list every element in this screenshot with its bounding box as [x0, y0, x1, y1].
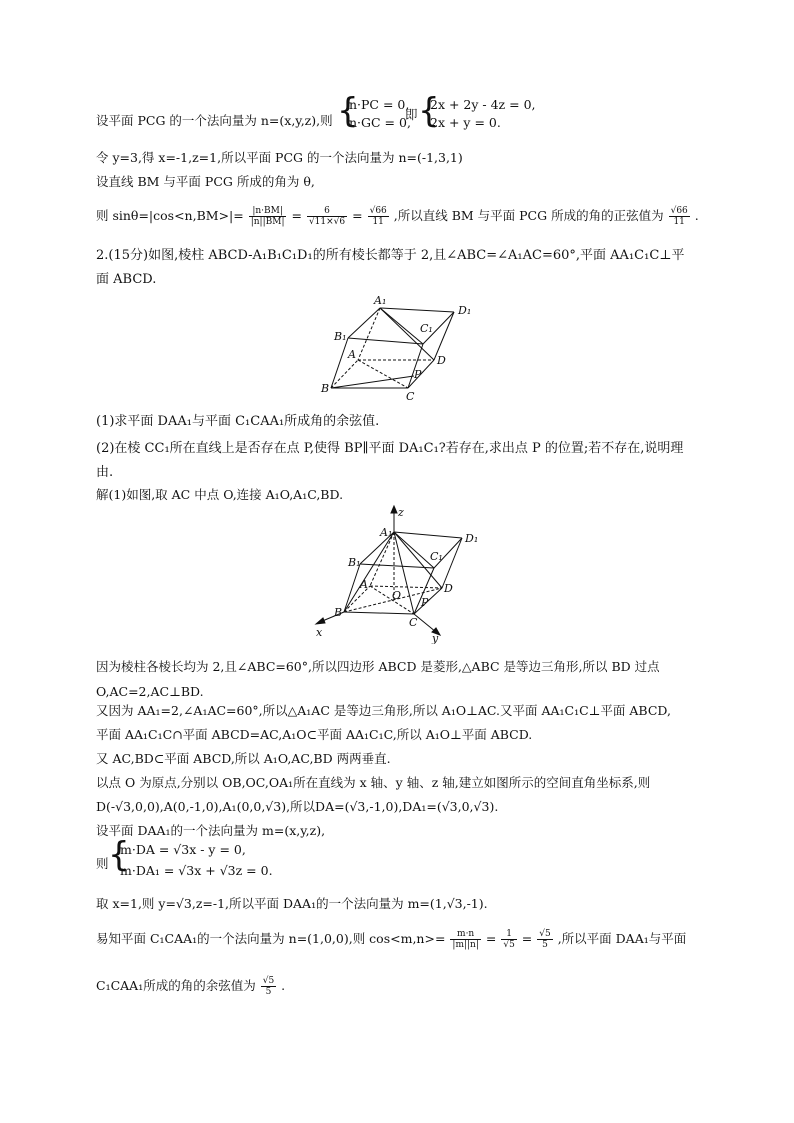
system-1-eq-b: n·GC = 0, [349, 115, 411, 130]
solution-step-7: D(-√3,0,0),A(0,-1,0),A₁(0,0,√3),所以DA=(√3,-1,0),DA₁=(√3,0,√3). [96, 799, 499, 814]
solution-step-10: 取 x=1,则 y=√3,z=-1,所以平面 DAA₁的一个法向量为 m=(1,√3,-1). [96, 896, 488, 911]
cos-suffix: ,所以平面 DAA₁与平面 [557, 931, 687, 946]
system-1-eq-a: n·PC = 0, [349, 97, 410, 112]
fraction-3-num: √66 [369, 206, 387, 216]
label-A: A [348, 348, 356, 361]
label2-C: C [409, 616, 418, 629]
question-part-1: (1)求平面 DAA₁与平面 C₁CAA₁所成角的余弦值. [96, 414, 380, 429]
system-3-eq-b: m·DA₁ = √3x + √3z = 0. [120, 863, 273, 878]
normal-vector-intro [96, 113, 333, 129]
fraction-6-den: √5 [503, 940, 515, 950]
label-C: C [406, 390, 415, 402]
label2-A: A [360, 578, 368, 591]
label2-P: P [421, 596, 429, 609]
fraction-4 [669, 206, 690, 227]
fraction-5 [450, 929, 480, 950]
solution-step-5: 又 AC,BD⊂平面 ABCD,所以 A₁O,AC,BD 两两垂直. [96, 751, 391, 766]
fraction-2 [307, 206, 347, 227]
fraction-5-num: m·n [450, 929, 480, 940]
solution-step-6: 以点 O 为原点,分别以 OB,OC,OA₁所在直线为 x 轴、y 轴、z 轴,建立如图所示的空间直角坐标系,则 [96, 775, 651, 790]
question-part-2: (2)在棱 CC₁所在直线上是否存在点 P,使得 BP∥平面 DA₁C₁?若存在,求出点 P 的位置;若不存在,说明理由. [96, 441, 684, 480]
problem-stem: 2.(15分)如图,棱柱 ABCD-A₁B₁C₁D₁的所有棱长都等于 2,且∠ABC=∠A₁AC=60°,平面 AA₁C₁C⊥平面 ABCD. [96, 248, 685, 287]
label-C1: C₁ [420, 322, 433, 335]
fraction-4-num: √66 [670, 206, 688, 216]
line-sine-computation [96, 206, 699, 227]
label2-B: B [334, 606, 343, 619]
fraction-2-num: 6 [307, 206, 347, 217]
label2-B1: B₁ [348, 556, 361, 569]
fraction-5-den: |m||n| [452, 940, 479, 950]
fraction-1-den: |n||BM| [250, 217, 285, 227]
line-set-y: 令 y=3,得 x=-1,z=1,所以平面 PCG 的一个法向量为 n=(-1,3,1) [96, 150, 463, 165]
solution-step-3: 又因为 AA₁=2,∠A₁AC=60°,所以△A₁AC 是等边三角形,所以 A₁O⊥AC.又平面 AA₁C₁C⊥平面 ABCD, [96, 703, 671, 718]
system-connector: 即 [405, 107, 418, 122]
axis-label-y: y [432, 632, 439, 644]
fraction-6 [501, 929, 516, 950]
period: . [694, 208, 699, 223]
sine-prefix: 则 sinθ=|cos<n,BM>|= [96, 208, 244, 223]
label-P: P [414, 368, 422, 381]
fraction-1-num: |n·BM| [249, 206, 287, 217]
line-angle-theta: 设直线 BM 与平面 PCG 所成的角为 θ, [96, 174, 315, 189]
axis-label-z: z [398, 506, 404, 519]
equals-3: = [485, 931, 497, 946]
sine-conclusion: ,所以直线 BM 与平面 PCG 所成的角的正弦值为 [393, 208, 664, 223]
label2-A1: A₁ [380, 526, 393, 539]
axis-label-x: x [316, 626, 323, 639]
solution-step-12 [96, 976, 285, 997]
equals-1: = [291, 208, 302, 223]
fraction-6-num: 1 [501, 929, 516, 940]
label-B: B [321, 382, 330, 395]
final-prefix: C₁CAA₁所成的角的余弦值为 [96, 978, 256, 993]
fraction-3-den: 11 [372, 217, 384, 227]
label2-D: D [444, 582, 453, 595]
fraction-2-den: √11×√6 [308, 217, 346, 227]
solution-step-9-prefix: 则 [96, 856, 109, 871]
final-period: . [281, 978, 286, 993]
label-D1: D₁ [458, 304, 472, 317]
label2-D1: D₁ [465, 532, 479, 545]
fraction-4-den: 11 [673, 217, 685, 227]
fraction-7-num: √5 [539, 929, 551, 939]
fraction-3 [368, 206, 389, 227]
label-D: D [437, 354, 446, 367]
solution-step-11 [96, 929, 686, 950]
label2-C1: C₁ [430, 550, 443, 563]
label-B1: B₁ [334, 330, 347, 343]
brace-3: { [108, 835, 130, 875]
normal-prefix-text: 设平面 PCG 的一个法向量为 n=(x,y,z),则 [96, 113, 333, 128]
fraction-8-den: 5 [265, 987, 272, 997]
label2-O: O [392, 589, 402, 602]
solution-step-2: 因为棱柱各棱长均为 2,且∠ABC=60°,所以四边形 ABCD 是菱形,△ABC 是等边三角形,所以 BD 过点 O,AC=2,AC⊥BD. [96, 659, 660, 699]
fraction-7-den: 5 [542, 940, 548, 950]
solution-step-4: 平面 AA₁C₁C∩平面 ABCD=AC,A₁O⊂平面 AA₁C₁C,所以 A₁O⊥平面 ABCD. [96, 727, 533, 742]
fraction-7 [537, 929, 552, 950]
brace-1: { [337, 91, 359, 131]
equals-4: = [521, 931, 533, 946]
fraction-1 [249, 206, 287, 227]
figure-prism-2 [314, 504, 480, 644]
brace-2: { [418, 91, 440, 131]
cos-prefix: 易知平面 C₁CAA₁的一个法向量为 n=(1,0,0),则 cos<m,n>= [96, 931, 446, 946]
label-A1: A₁ [374, 294, 387, 307]
solution-step-8: 设平面 DAA₁的一个法向量为 m=(x,y,z), [96, 823, 326, 838]
system-2-eq-a: 2x + 2y - 4z = 0, [430, 97, 536, 112]
equals-2: = [352, 208, 363, 223]
figure-prism-1 [318, 290, 478, 402]
fraction-8-num: √5 [262, 976, 275, 986]
solution-step-1: 解(1)如图,取 AC 中点 O,连接 A₁O,A₁C,BD. [96, 487, 344, 502]
fraction-8 [261, 976, 276, 997]
system-2-eq-b: 2x + y = 0. [430, 115, 501, 130]
system-3-eq-a: m·DA = √3x - y = 0, [120, 842, 246, 857]
